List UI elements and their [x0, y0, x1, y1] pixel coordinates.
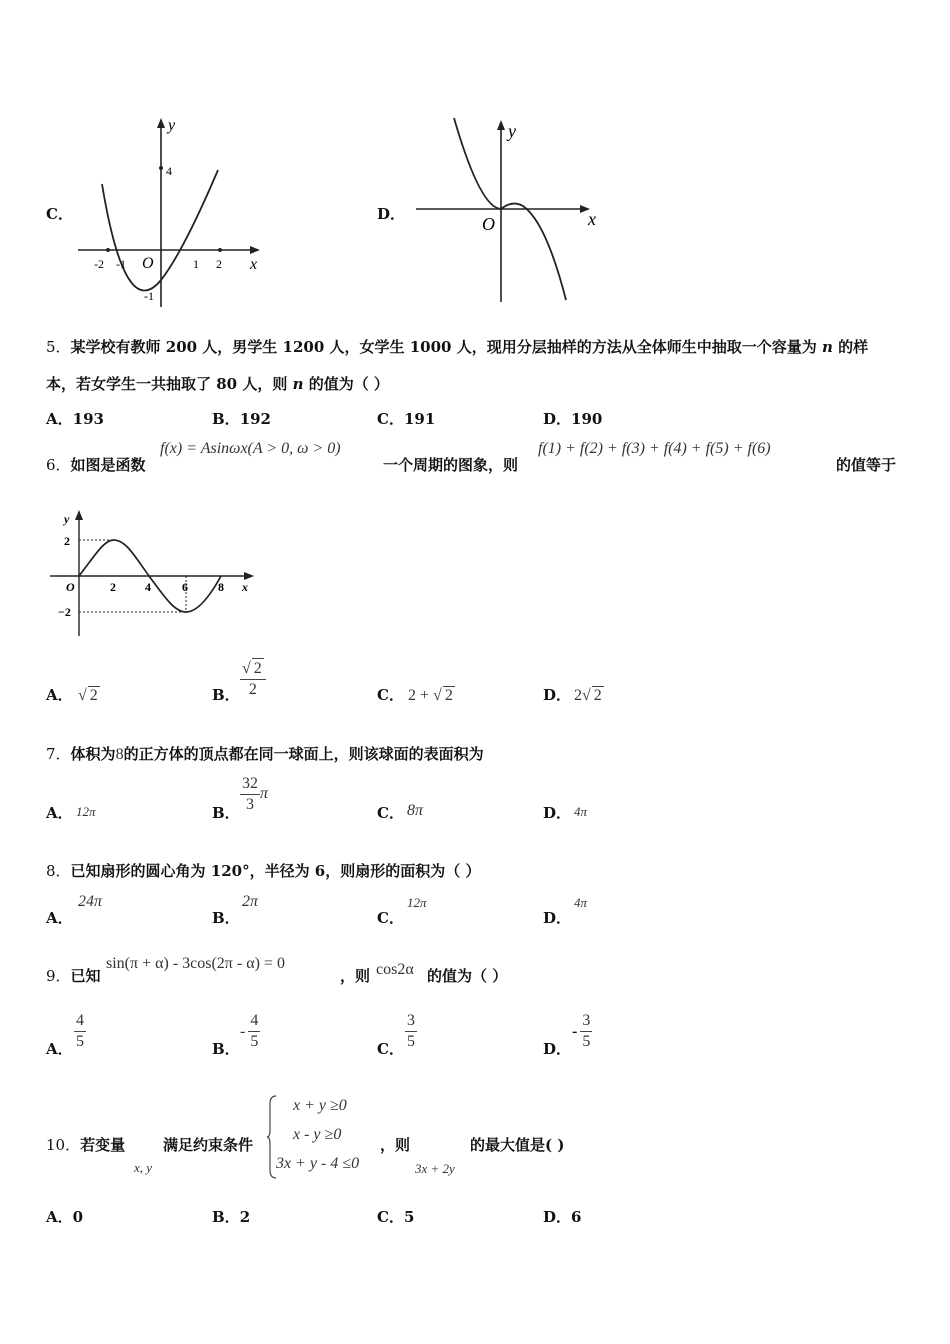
q7-option-c-label: C．	[377, 804, 404, 822]
question-8-text: 已知扇形的圆心角为 120°，半径为 6，则扇形的面积为（ ）	[70, 862, 481, 880]
x-tick-8: 8	[218, 580, 224, 594]
q7-option-a-value: 12π	[76, 804, 96, 819]
q7-option-c-value: 8π	[407, 802, 424, 819]
cos2a: cos2α	[376, 961, 414, 978]
x-axis-label: x	[250, 256, 258, 273]
q10-option-a: A．0	[46, 1208, 84, 1226]
q7-option-a-label: A．	[46, 804, 73, 822]
q5-option-c: C．191	[377, 410, 436, 428]
q8-option-d-label: D．	[543, 909, 572, 927]
question-6-line	[46, 454, 146, 475]
question-9-text-a: 已知	[70, 967, 101, 985]
question-9-text-c: 的值为（ ）	[427, 967, 508, 985]
question-5-text: 某学校有教师 200 人，男学生 1200 人，女学生 1000 人，现用分层抽样的方法从全体师生中抽取一个容量为	[70, 338, 817, 356]
q10-option-b: B．2	[212, 1208, 251, 1226]
parabola-curve	[102, 170, 218, 291]
y-axis-label: y	[168, 117, 176, 134]
q7-option-b-value: $\frac{32}{3}$ π	[242, 775, 269, 813]
question-7-number: 7．	[46, 745, 71, 763]
question-5-line1	[46, 336, 868, 357]
function-formula: f(x) = Asinωx(A > 0, ω > 0)	[160, 440, 341, 457]
q7-option-d-value: 4π	[574, 804, 588, 819]
q10-option-c: C．5	[377, 1208, 415, 1226]
question-7-text-a: 体积为	[70, 745, 116, 763]
sine-graph	[44, 508, 264, 643]
x-axis-arrow	[244, 572, 254, 580]
variable-n: n	[821, 338, 833, 356]
q8-option-b-label: B．	[212, 909, 240, 927]
x-tick-6: 6	[182, 580, 188, 594]
q8-option-c-value: 12π	[407, 895, 427, 910]
x-tick-2: 2	[110, 580, 116, 594]
question-6-text-c: 的值等于	[836, 456, 897, 474]
q6-option-c-value: 2 + √ 2	[408, 687, 453, 704]
question-10-text-c: ，则	[380, 1136, 411, 1154]
q5-option-a: A．193	[46, 410, 104, 428]
y-axis-arrow	[75, 510, 83, 520]
question-10-text-b: 满足约束条件	[163, 1136, 254, 1154]
q6-option-b-value: $\frac{√ 2}{2}$	[240, 658, 266, 700]
question-5-line2	[46, 373, 389, 394]
x-axis-label: x	[242, 580, 248, 594]
constraint-3: 3x + y - 4 ≤0	[276, 1155, 360, 1172]
question-7-text-b: 的正方体的顶点都在同一球面上，则该球面的表面积为	[123, 745, 484, 763]
q9-option-d-value: - $\frac{3}{5}$	[572, 1012, 591, 1050]
origin-label: O	[66, 580, 75, 594]
question-8-line	[46, 860, 480, 881]
question-5-text3: 的值为（ ）	[308, 375, 389, 393]
y-axis-arrow	[157, 118, 165, 128]
y-axis-arrow	[497, 120, 505, 130]
question-6-number: 6．	[46, 456, 71, 474]
y-axis-label: y	[508, 121, 516, 141]
question-5-text2: 本，若女学生一共抽取了 80 人，则	[46, 375, 288, 393]
origin-label: O	[482, 214, 495, 234]
question-10-text-d: 的最大值是( )	[470, 1136, 565, 1154]
q7-option-d-label: D．	[543, 804, 572, 822]
option-c-label: C．	[46, 205, 73, 223]
q7-option-b-label: B．	[212, 804, 240, 822]
objective-function: 3x + 2y	[415, 1161, 455, 1176]
tick-x-2: 2	[216, 257, 222, 271]
cube-volume: 8	[115, 746, 124, 763]
question-6-text-b: 一个周期的图象，则	[383, 456, 519, 474]
point-x-neg2	[106, 248, 110, 252]
point-x2	[218, 248, 222, 252]
q9-option-d-label: D．	[543, 1040, 572, 1058]
q8-option-b-value: 2π	[242, 893, 259, 910]
x-axis-arrow	[250, 246, 260, 254]
cubic-graph-d	[408, 112, 608, 312]
q6-option-d-label: D．	[543, 686, 572, 704]
q5-option-d: D．190	[543, 410, 603, 428]
tick-neg1-y: -1	[144, 289, 154, 303]
constraint-2: x - y ≥0	[293, 1126, 342, 1143]
y-tick-2: 2	[64, 534, 70, 548]
question-10-text-a: 若变量	[80, 1136, 126, 1154]
option-d-label: D．	[377, 205, 406, 223]
question-9-number: 9．	[46, 967, 71, 985]
q10-option-d: D．6	[543, 1208, 582, 1226]
q9-option-b-value: - $\frac{4}{5}$	[240, 1012, 259, 1050]
question-7-line	[46, 743, 484, 764]
q6-option-d-value: 2√ 2	[574, 687, 602, 704]
q6-option-b-label: B．	[212, 686, 240, 704]
variables-xy: x, y	[134, 1160, 153, 1175]
q9-option-b-label: B．	[212, 1040, 240, 1058]
y-tick-neg2: −2	[58, 605, 71, 619]
q9-option-a-label: A．	[46, 1040, 73, 1058]
q6-option-c-label: C．	[377, 686, 404, 704]
q8-option-a-value: 24π	[78, 893, 103, 910]
variable-n-2: n	[292, 375, 304, 393]
q5-option-b: B．192	[212, 410, 271, 428]
x-axis-label: x	[588, 209, 596, 229]
question-6-text-a: 如图是函数	[70, 456, 146, 474]
q9-option-c-value: $\frac{3}{5}$	[407, 1012, 415, 1050]
q6-option-a-label: A．	[46, 686, 73, 704]
sum-formula: f(1) + f(2) + f(3) + f(4) + f(5) + f(6)	[538, 440, 771, 457]
q8-option-c-label: C．	[377, 909, 404, 927]
question-10-line	[46, 1134, 125, 1155]
x-tick-4: 4	[145, 580, 151, 594]
tick-4: 4	[166, 164, 172, 178]
question-9-line	[46, 965, 101, 986]
parabola-graph-c	[70, 112, 270, 312]
constraint-1: x + y ≥0	[293, 1097, 347, 1114]
trig-equation: sin(π + α) - 3cos(2π - α) = 0	[106, 955, 285, 972]
q9-option-a-value: $\frac{4}{5}$	[76, 1012, 84, 1050]
q8-option-a-label: A．	[46, 909, 73, 927]
origin-label: O	[142, 255, 154, 272]
tick-x-neg1: -1	[116, 257, 126, 271]
question-8-number: 8．	[46, 862, 71, 880]
question-10-number: 10．	[46, 1136, 81, 1154]
q8-option-d-value: 4π	[574, 895, 588, 910]
point-y4	[159, 166, 163, 170]
question-5-text-end: 的样	[838, 338, 869, 356]
q9-option-c-label: C．	[377, 1040, 404, 1058]
tick-x-1: 1	[193, 257, 199, 271]
q6-option-a-value: √ 2	[78, 687, 98, 704]
y-axis-label: y	[64, 512, 70, 526]
question-5-number: 5．	[46, 338, 71, 356]
question-9-text-b: ，则	[340, 967, 371, 985]
tick-x-neg2: -2	[94, 257, 104, 271]
